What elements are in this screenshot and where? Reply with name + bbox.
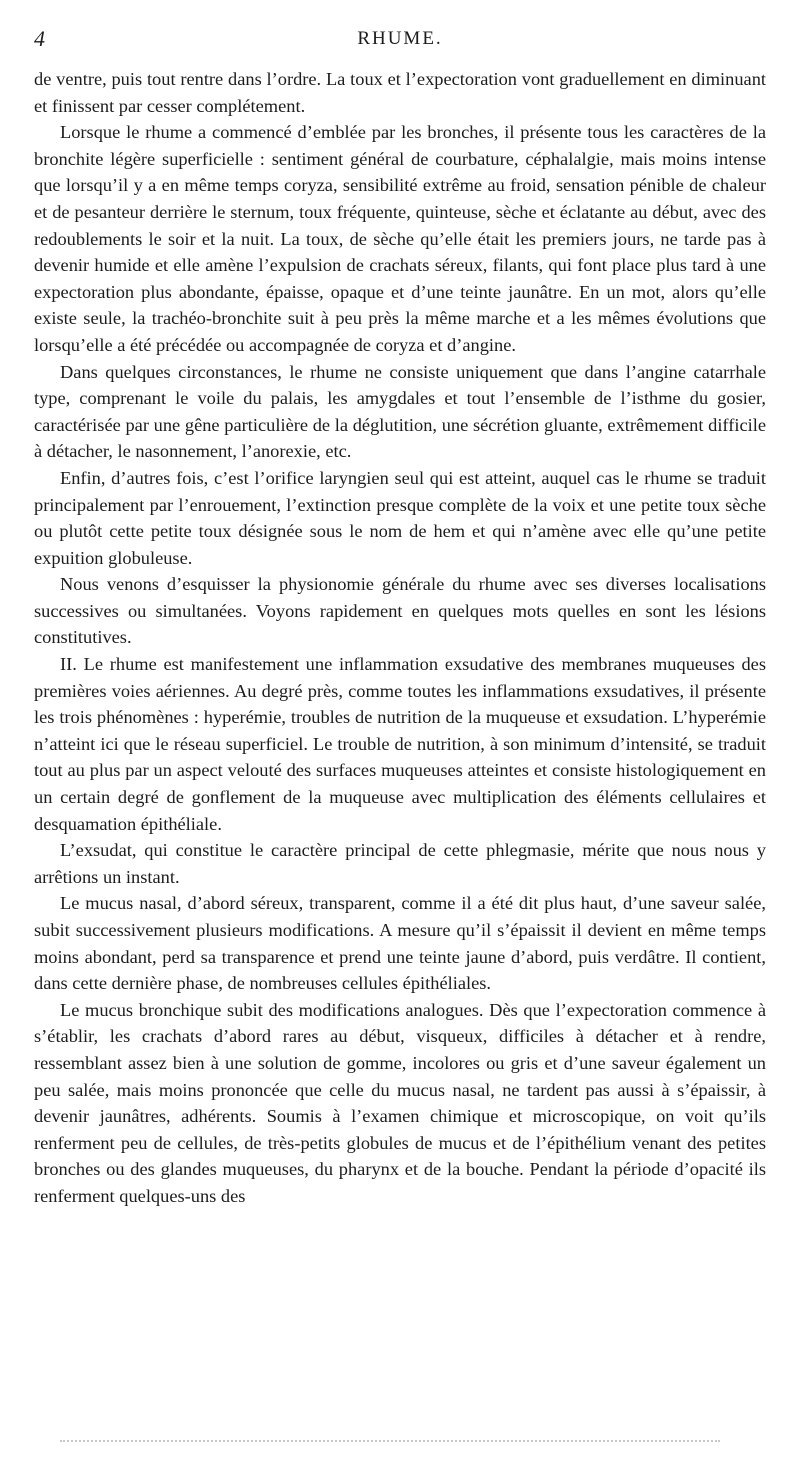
paragraph-larynx: Enfin, d’autres fois, c’est l’orifice laryngien seul qui est atteint, auquel cas le rhume se traduit principalement par l’enrouement, l’extinction presque complète de la voix et une petite toux sèche ou plutôt cette petite toux désignée sous le nom de hem et qui n’amène avec elle qu’une petite expuition globuleuse. (34, 467, 766, 568)
paragraph-summary: Nous venons d’esquisser la physionomie générale du rhume avec ses diverses localisations successives ou simultanées. Voyons rapidement en quelques mots quelles en sont les lésions constitutives. (34, 574, 766, 648)
paragraph-bronchial-mucus: Le mucus bronchique subit des modifications analogues. Dès que l’expectoration commence à s’établir, les crachats d’abord rares au début, visqueux, difficiles à détacher et à rendre, ressemblant assez bien à une solution de gomme, incolores ou gris et d’une saveur également un peu salée, mais moins prononcée que celle du mucus nasal, ne tardent pas aussi à s’épaissir, à devenir jaunâtres, adhérents. Soumis à l’examen chimique et microscopique, on voit qu’ils renferment peu de cellules, de très-petits globules de mucus et de l’épithélium venant des petites bronches ou des glandes muqueuses, du pharynx et de la bouche. Pendant la période d’opacité ils renferment quelques-uns des (34, 999, 766, 1206)
running-title: RHUME. (357, 28, 443, 49)
running-head (34, 26, 766, 56)
paragraph-nasal-mucus: Le mucus nasal, d’abord séreux, transparent, comme il a été dit plus haut, d’une saveur salée, subit successivement plusieurs modifications. A mesure qu’il s’épaissit il devient en même temps moins abondant, perd sa transparence et prend une teinte jaune d’abord, puis verdâtre. Il contient, dans cette dernière phase, de nombreuses cellules épithéliales. (34, 893, 766, 994)
body-text (34, 66, 766, 1210)
paragraph-section-ii: II. Le rhume est manifestement une inflammation exsudative des membranes muqueuses des premières voies aériennes. Au degré près, comme toutes les inflammations exsudatives, il présente les trois phénomènes : hyperémie, troubles de nutrition de la muqueuse et exsudation. L’hyperémie n’atteint ici que le réseau superficiel. Le trouble de nutrition, à son minimum d’intensité, se traduit tout au plus par un aspect velouté des surfaces muqueuses atteintes et consiste histologiquement en un certain degré de gonflement de la muqueuse avec multiplication des éléments cellulaires et desquamation épithéliale. (34, 654, 766, 834)
paragraph-angina: Dans quelques circonstances, le rhume ne consiste uniquement que dans l’angine catarrhale type, comprenant le voile du palais, les amygdales et tout l’ensemble de l’isthme du gosier, caractérisée par une gêne particulière de la déglutition, une sécrétion gluante, extrêmement difficile à détacher, le nasonnement, l’anorexie, etc. (34, 361, 766, 462)
paragraph-exsudat: L’exsudat, qui constitue le caractère principal de cette phlegmasie, mérite que nous nous y arrêtions un instant. (34, 840, 766, 887)
page-number: 4 (34, 26, 45, 51)
page-bottom-bleedthrough (60, 1440, 720, 1444)
paragraph-continuation: de ventre, puis tout rentre dans l’ordre. La toux et l’expectoration vont graduellement en diminuant et finissent par cesser complétement. (34, 69, 766, 116)
paragraph-bronchitis: Lorsque le rhume a commencé d’emblée par les bronches, il présente tous les caractères de la bronchite légère superficielle : sentiment général de courbature, céphalalgie, mais moins intense que lorsqu’il y a en même temps coryza, sensibilité extrême au froid, sensation pénible de chaleur et de pesanteur derrière le sternum, toux fréquente, quinteuse, sèche et éclatante au début, avec des redoublements le soir et la nuit. La toux, de sèche qu’elle était les premiers jours, ne tarde pas à devenir humide et elle amène l’expulsion de crachats séreux, filants, qui font place plus tard à une expectoration plus abondante, épaisse, opaque et d’une teinte jaunâtre. En un mot, alors qu’elle existe seule, la trachéo-bronchite suit à peu près la même marche et a les mêmes évolutions que lorsqu’elle a été précédée ou accompagnée de coryza et d’angine. (34, 122, 766, 355)
